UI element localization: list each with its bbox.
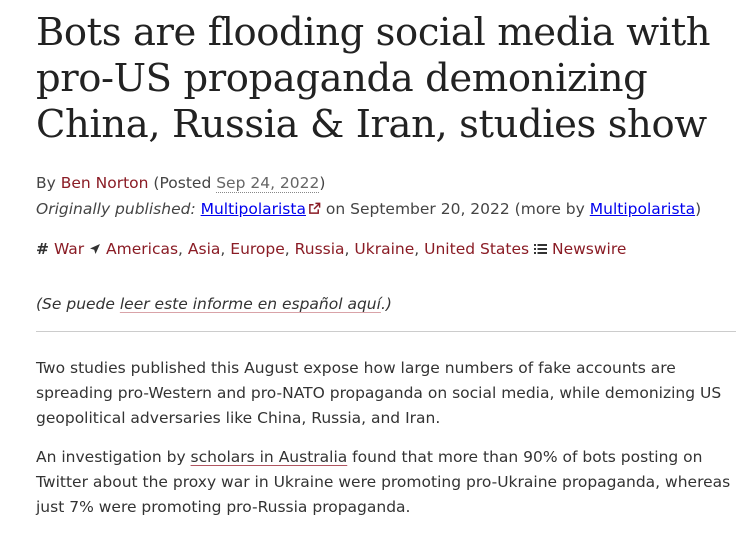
posted-prefix: (Posted — [148, 174, 217, 192]
article-body — [36, 356, 736, 520]
paragraph-2 — [36, 445, 736, 520]
posted-suffix: ) — [319, 174, 326, 192]
byline — [36, 170, 736, 196]
location-arrow-icon — [89, 243, 101, 255]
region-link-asia[interactable]: Asia — [187, 240, 221, 258]
spanish-version-link[interactable]: leer este informe en español aquí — [119, 295, 381, 313]
origin-source-link[interactable] — [201, 200, 321, 218]
author-link[interactable]: Ben Norton — [60, 174, 149, 192]
region-link-americas[interactable]: Americas — [106, 240, 179, 258]
paragraph-1: Two studies published this August expose how large numbers of fake accounts are spreading pro-Western and pro-NATO propaganda on social media, while demonizing US geopolitical adversaries like China, Russia, and Iran. — [36, 359, 722, 427]
region-link-europe[interactable]: Europe — [230, 240, 285, 258]
region-link-ukraine[interactable]: Ukraine — [354, 240, 415, 258]
spanish-note — [36, 292, 736, 316]
external-link-icon — [308, 202, 321, 215]
spanish-suffix: .) — [380, 295, 392, 313]
section-link[interactable]: Newswire — [551, 240, 627, 258]
list-icon — [534, 243, 547, 255]
scholars-link[interactable]: scholars in Australia — [190, 448, 348, 466]
article-taxonomy: # War Americas, Asia, Europe, Russia, Ukraine, United States Newswire — [36, 236, 736, 262]
header-divider — [36, 331, 736, 332]
origin-line — [36, 196, 736, 222]
category-link[interactable]: War — [53, 240, 85, 258]
region-link-united-states[interactable]: United States — [424, 240, 530, 258]
region-link-russia[interactable]: Russia — [294, 240, 345, 258]
origin-on-text: on September 20, 2022 (more by — [320, 200, 590, 218]
origin-label: Originally published: — [36, 200, 196, 218]
article-headline: Bots are flooding social media with pro-US propaganda demonizing China, Russia & Iran, studies show — [36, 10, 711, 147]
by-label: By — [36, 174, 61, 192]
origin-close: ) — [695, 200, 702, 218]
origin-source-text: Multipolarista — [200, 200, 306, 218]
hashtag-icon: # — [36, 240, 49, 258]
spanish-prefix: (Se puede — [36, 295, 120, 313]
paragraph-2-before: An investigation by — [36, 448, 191, 466]
posted-date: Sep 24, 2022 — [216, 174, 320, 192]
paragraph-2-after: found that more than 90% of bots posting on Twitter about the proxy war in Ukraine were promoting pro-Ukraine propaganda, whereas just 7% were promoting pro-Russia propaganda. — [36, 448, 731, 516]
more-by-link[interactable]: Multipolarista — [589, 200, 696, 218]
